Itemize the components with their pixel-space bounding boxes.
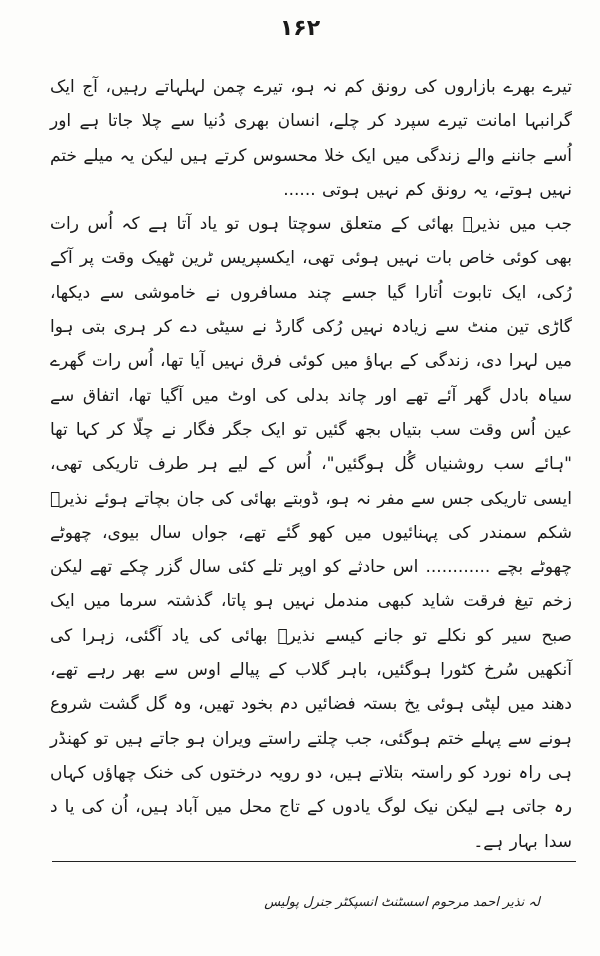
footnote: لہ نذیر احمد مرحوم اسسٹنٹ انسپکٹر جنرل پولیس (264, 895, 540, 910)
paragraph: تیرے بھرے بازاروں کی رونق کم نہ ہو، تیرے چمن لہلہاتے رہیں، آج ایک گرانبہا امانت تیرے سپرد کر چلے، انسان بھری دُنیا سے چلا جاتا ہے اور اُسے جاننے والے زندگی میں ایک خلا محسوس کرتے ہیں لیکن یہ میلے ختم نہیں ہوتے، یہ رونق کم نہیں ہوتی ...... (50, 77, 572, 200)
page-number: ۱۶۲ (279, 16, 321, 41)
body-text (50, 70, 572, 859)
paragraph: جب میں نذیرؔ بھائی کے متعلق سوچتا ہوں تو یاد آتا ہے کہ اُس رات بھی کوئی خاص بات نہیں ہوئی تھی، ایکسپریس ٹرین ٹھیک وقت پر آکے رُکی، ایک تابوت اُتارا گیا جسے چند مسافروں نے خاموشی سے دیکھا، گاڑی تین منٹ سے زیادہ نہیں رُکی گارڈ نے سیٹی دے کر ہری بتی ہوا میں لہرا دی، زندگی کے بہاؤ میں کوئی فرق نہیں آیا تھا، اُس رات گھرے سیاہ بادل گھر آئے تھے اور چاند بدلی کی اوٹ میں آگیا تھا، اتفاق سے عین اُس وقت سب بتیاں بجھ گئیں تو ایک جگر فگار نے چلّا کر کہا تھا "ہائے سب روشنیاں گُل ہوگئیں"، اُس کے لیے ہر طرف تاریکی تھی، ایسی تاریکی جس سے مفر نہ ہو، ڈوبتے بھائی کی جان بچاتے ہوئے نذیرؔ شکم سمندر کی پہنائیوں میں کھو گئے تھے، جواں سال بیوی، چھوٹے چھوٹے بچے ............ اس حادثے کو اوپر تلے کئی سال گزر چکے تھے لیکن زخم تیغ فرقت شاید کبھی مندمل نہیں ہو پاتا، گذشتہ سرما میں ایک صبح سیر کو نکلے تو جانے کیسے نذیرؔ بھائی کی یاد آگئی، زہرا کی آنکھیں سُرخ کٹورا ہوگئیں، باہر گلاب کے پیالے اوس سے بھر رہے تھے، دھند میں لپٹی ہوئی یخ بستہ فضائیں دم بخود تھیں، وہ گل گشت شروع ہونے سے پہلے ختم ہوگئی، جب چلتے راستے ویران ہو جاتے ہیں تو کھنڈر ہی راہ نورد کو راستہ بتلاتے ہیں، دو رویہ درختوں کی خنک چھاؤں کہاں رہ جاتی ہے لیکن نیک لوگ یادوں کے تاج محل میں آباد ہیں، اُن کی یا د سدا بہار ہے۔ (50, 214, 572, 852)
footnote-divider (52, 861, 576, 862)
